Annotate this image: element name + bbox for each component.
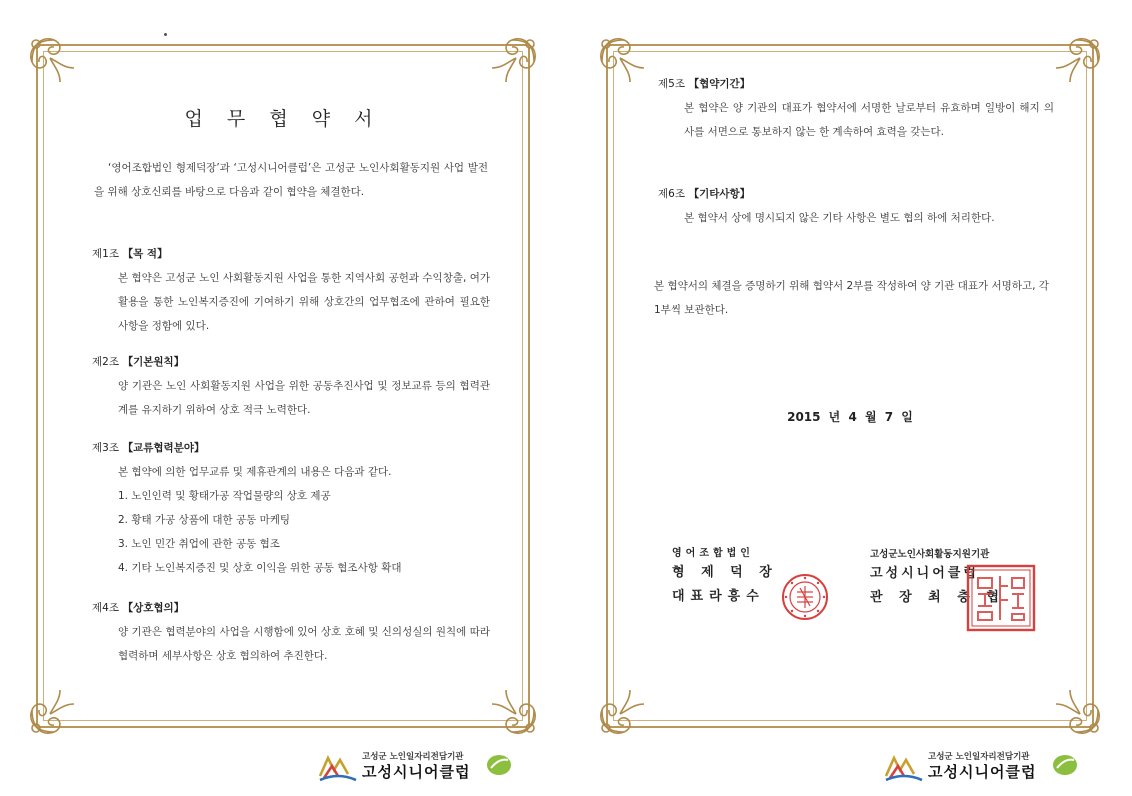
- signatory-company: 형 제 덕 장: [672, 565, 778, 580]
- logo-title: 고성시니어클럽: [362, 763, 471, 781]
- round-seal-stamp: [780, 572, 830, 626]
- article-title: 【기타사항】: [688, 188, 751, 200]
- club-logo-right: [884, 748, 1074, 784]
- article-number: 제6조: [658, 188, 685, 200]
- logo-subtitle: 고성군 노인일자리전담기관: [362, 752, 464, 762]
- article-title: 【목 적】: [122, 248, 168, 260]
- corner-ornament: [24, 680, 84, 740]
- club-emblem-icon: [884, 750, 924, 782]
- list-item: 3. 노인 민간 취업에 관한 공동 협조: [118, 538, 280, 550]
- article-heading: [92, 596, 490, 620]
- article-5: [658, 72, 1054, 144]
- article-body: 본 협약서 상에 명시되지 않은 기타 사항은 별도 협의 하에 처리한다.: [684, 212, 995, 224]
- article-body: 양 기관은 노인 사회활동지원 사업을 위한 공동추진사업 및 정보교류 등의 협력관계를 유지하기 위하여 상호 적극 노력한다.: [118, 380, 490, 416]
- leaf-icon: [486, 752, 512, 776]
- signatory-representative: 관 장 최 충 협: [870, 590, 1005, 605]
- article-heading: [92, 436, 490, 460]
- leaf-icon: [1052, 752, 1078, 776]
- logo-title: 고성시니어클럽: [928, 763, 1037, 781]
- club-logo-left: [318, 748, 508, 784]
- logo-subtitle: 고성군 노인일자리전담기관: [928, 752, 1030, 762]
- article-title: 【교류협력분야】: [122, 442, 205, 454]
- list-item: 2. 황태 가공 상품에 대한 공동 마케팅: [118, 514, 291, 526]
- square-seal-stamp: [966, 564, 1036, 636]
- article-body: 양 기관은 협력분야의 사업을 시행함에 있어 상호 호혜 및 신의성실의 원칙에 따라 협력하며 세부사항은 상호 협의하여 추진한다.: [118, 626, 490, 662]
- corner-ornament: [24, 32, 84, 92]
- article-body: 본 협약은 양 기관의 대표가 협약서에 서명한 날로부터 유효하며 일방이 해지 의사를 서면으로 통보하지 않는 한 계속하여 효력을 갖는다.: [684, 102, 1054, 138]
- scan-speck: [164, 33, 167, 36]
- list-item: 1. 노인인력 및 황태가공 작업물량의 상호 제공: [118, 490, 331, 502]
- article-title: 【상호협의】: [122, 602, 185, 614]
- agreement-page-2: [606, 44, 1094, 728]
- club-emblem-icon: [318, 750, 358, 782]
- signatory-1: [672, 544, 778, 609]
- article-body: 본 협약은 고성군 노인 사회활동지원 사업을 통한 지역사회 공헌과 수익창출, 여가활용을 통한 노인복지증진에 기여하기 위해 상호간의 업무협조에 관하여 필요한 사항을 정함에 있다.: [118, 272, 490, 332]
- article-3: [92, 436, 490, 580]
- article-heading: [658, 72, 1054, 96]
- article-4: [92, 596, 490, 668]
- signing-date: 2015 년 4 월 7 일: [787, 410, 913, 424]
- agreement-page-1: [36, 44, 530, 728]
- article-number: 제5조: [658, 78, 685, 90]
- corner-ornament: [482, 32, 542, 92]
- closing-paragraph: 본 협약서의 체결을 증명하기 위해 협약서 2부를 작성하여 양 기관 대표가 서명하고, 각 1부씩 보관한다.: [654, 280, 1049, 316]
- article-title: 【협약기간】: [688, 78, 751, 90]
- corner-ornament: [594, 680, 654, 740]
- article-number: 제1조: [92, 248, 119, 260]
- article-6: [658, 182, 1054, 230]
- article-body-lead: 본 협약에 의한 업무교류 및 제휴관계의 내용은 다음과 같다.: [118, 466, 392, 478]
- article-heading: [92, 242, 490, 266]
- article-heading: [92, 350, 490, 374]
- article-body: [92, 460, 490, 580]
- corner-ornament: [1046, 32, 1106, 92]
- corner-ornament: [1046, 680, 1106, 740]
- article-number: 제4조: [92, 602, 119, 614]
- article-1: [92, 242, 490, 338]
- article-number: 제3조: [92, 442, 119, 454]
- corner-ornament: [482, 680, 542, 740]
- intro-paragraph: ‘영어조합법인 형제덕장’과 ‘고성시니어클럽’은 고성군 노인사회활동지원 사업 발전을 위해 상호신뢰를 바탕으로 다음과 같이 협약을 체결한다.: [94, 162, 488, 198]
- article-number: 제2조: [92, 356, 119, 368]
- corner-ornament: [594, 32, 654, 92]
- article-title: 【기본원칙】: [122, 356, 185, 368]
- list-item: 4. 기타 노인복지증진 및 상호 이익을 위한 공동 협조사항 확대: [118, 562, 402, 574]
- signatory-representative: 대표라흥수: [672, 589, 765, 604]
- signatory-org: 영어조합법인: [672, 548, 754, 559]
- document-title: 업 무 협 약 서: [184, 108, 382, 130]
- signatory-org: 고성군노인사회활동지원기관: [870, 549, 990, 560]
- article-2: [92, 350, 490, 422]
- article-heading: [658, 182, 1054, 206]
- signatory-company: 고성시니어클럽: [870, 566, 979, 581]
